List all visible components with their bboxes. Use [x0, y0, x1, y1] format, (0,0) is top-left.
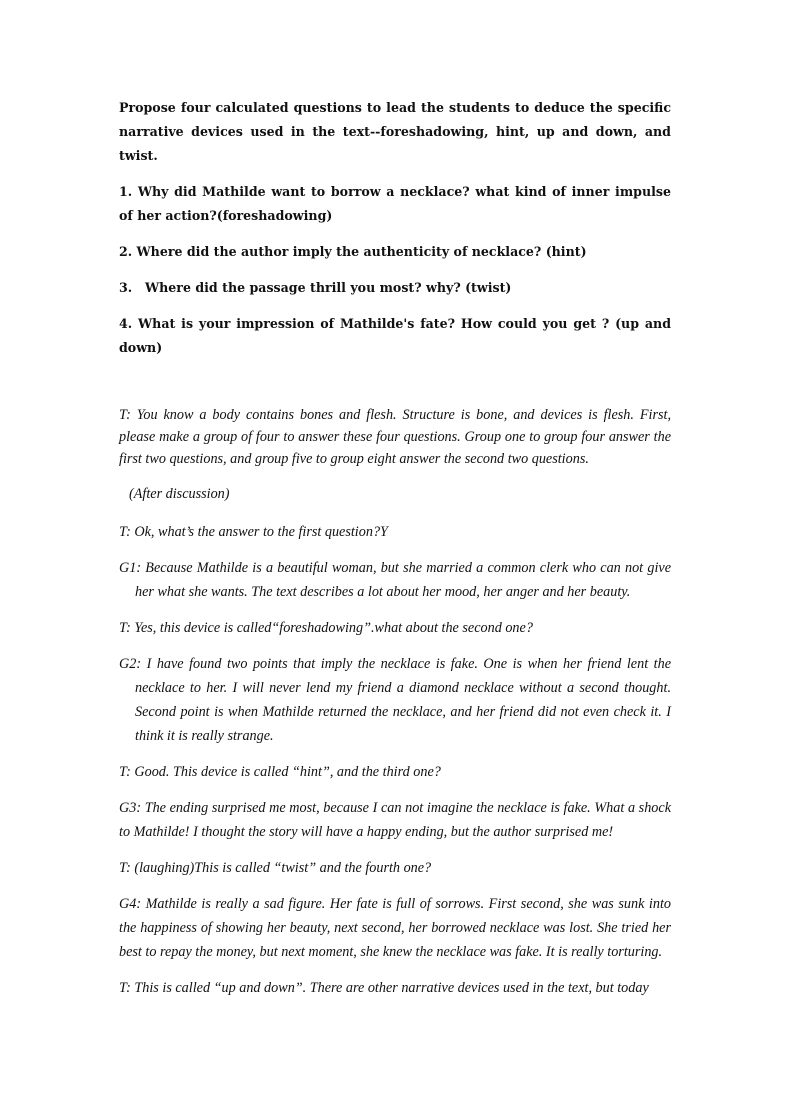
dialogue-teacher-intro: T: You know a body contains bones and flesh. Structure is bone, and devices is flesh. First, please make a group of four to answer these four questions. Group one to group four answer the first two questions, and group five to group eight answer the second two questions. — [119, 407, 671, 467]
dialogue-g3-answer: G3: The ending surprised me most, because I can not imagine the necklace is fake. What a shock to Mathilde! I thought the story will have a happy ending, but the author surprised me! — [119, 800, 671, 840]
dialogue-g4-answer: G4: Mathilde is really a sad figure. Her fate is full of sorrows. First second, she was sunk into the happiness of showing her beauty, next second, her borrowed necklace was lost. She tried her best to repay the money, but next moment, she knew the necklace was fake. It is really torturing. — [119, 896, 671, 960]
document-body — [119, 96, 671, 1012]
dialogue-after-discussion: (After discussion) — [129, 486, 230, 502]
intro-paragraph: Propose four calculated questions to lead the students to deduce the specific narrative devices used in the text--foreshadowing, hint, up and down, and twist. — [119, 100, 671, 163]
question-4: 4. What is your impression of Mathilde's fate? How could you get ? (up and down) — [119, 316, 671, 355]
dialogue-g2-answer: G2: I have found two points that imply the necklace is fake. One is when her friend lent the necklace to her. I will never lend my friend a diamond necklace without a second thought. Second point is when Mathilde returned the necklace, and her friend did not even check it. I think it is really strange. — [119, 656, 671, 744]
dialogue-g1-answer: G1: Because Mathilde is a beautiful woman, but she married a common clerk who can not give her what she wants. The text describes a lot about her mood, her anger and her beauty. — [119, 560, 671, 600]
dialogue-teacher-q2: T: Yes, this device is called“foreshadowing”.what about the second one? — [119, 620, 533, 636]
dialogue-teacher-closing: T: This is called “up and down”. There are other narrative devices used in the text, but today — [119, 980, 649, 996]
question-3-number: 3. — [119, 280, 133, 295]
dialogue-teacher-q4: T: (laughing)This is called “twist” and the fourth one? — [119, 860, 432, 876]
dialogue-teacher-q1: T: Ok, what’s the answer to the first question?Y — [119, 524, 388, 540]
question-3-text: Where did the passage thrill you most? why? (twist) — [145, 280, 512, 295]
dialogue-teacher-q3: T: Good. This device is called “hint”, and the third one? — [119, 764, 441, 780]
question-1: 1. Why did Mathilde want to borrow a necklace? what kind of inner impulse of her action?(foreshadowing) — [119, 184, 671, 223]
question-3 — [119, 276, 671, 300]
section-gap — [119, 372, 671, 404]
question-2: 2. Where did the author imply the authenticity of necklace? (hint) — [119, 244, 587, 259]
